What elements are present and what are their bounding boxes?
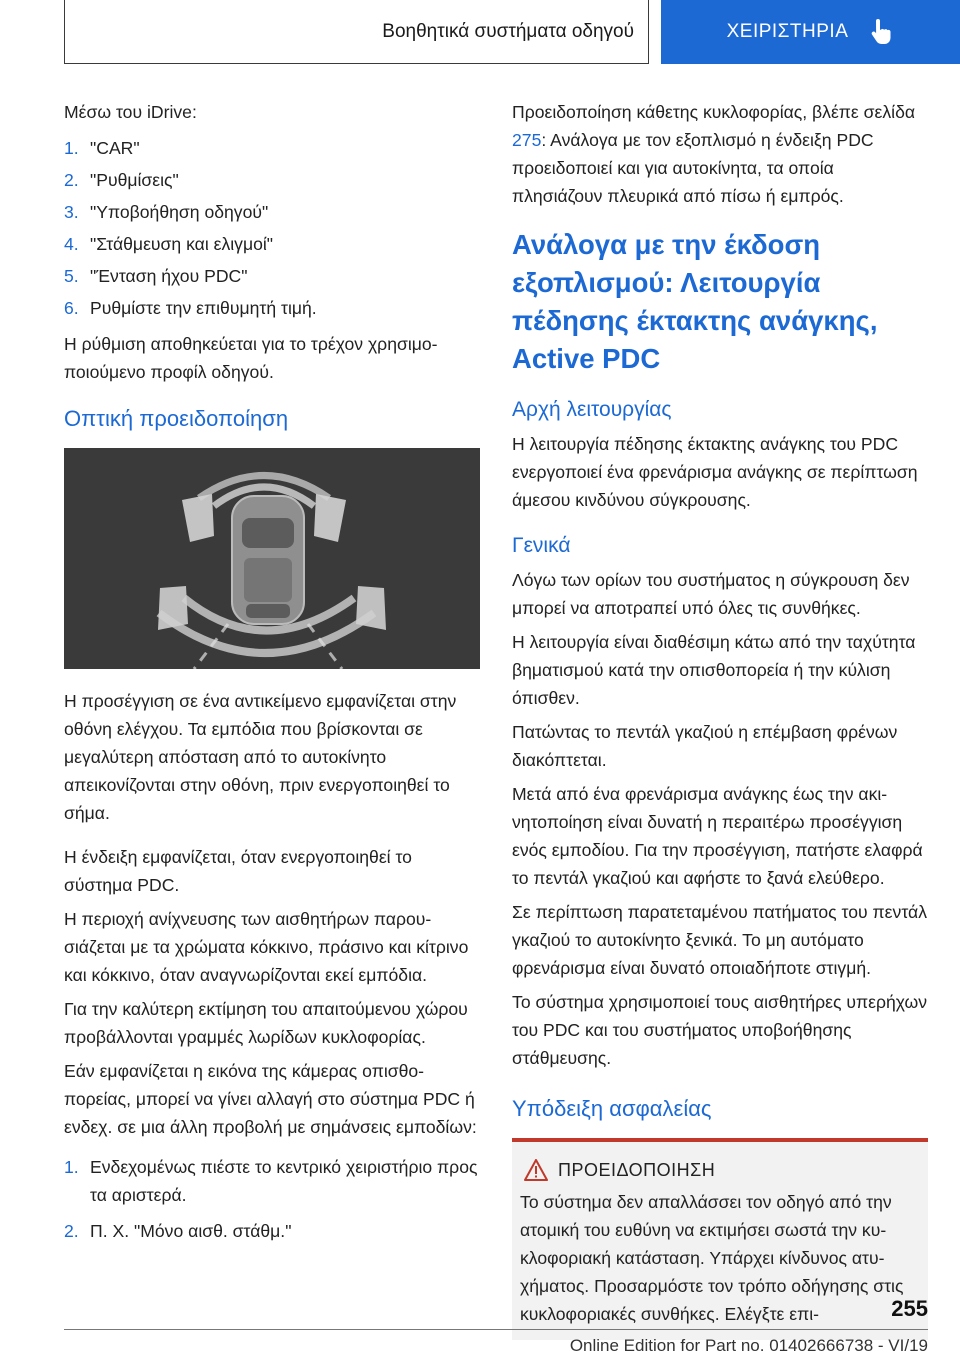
warning-title: ΠΡΟΕΙΔΟΠΟΙΗΣΗ [524, 1156, 920, 1184]
paragraph: Μετά από ένα φρενάρισμα ανάγκης έως την ακινητοποίηση είναι δυνατή η περαιτέρω προσέγγιση ενός εμποδίου. Για την προσέγγιση, πατήστε ελαφρά το πεντάλ γκαζιού και αφήστε το ξανά ελεύθερο. [512, 784, 923, 888]
camera-steps [64, 1153, 480, 1245]
footer-divider [64, 1329, 928, 1330]
list-item: 4. "Στάθμευση και ελιγμοί" [64, 234, 274, 254]
list-item: 5. "Ένταση ήχου PDC" [64, 266, 248, 286]
heading-visual-warning: Οπτική προειδοποίηση [64, 406, 289, 431]
paragraph: Λόγω των ορίων του συστήματος η σύγκρουση δεν μπορεί να αποτραπεί υπό όλες τις συνθήκες. [512, 570, 910, 618]
profile-note: Η ρύθμιση αποθηκεύεται για το τρέχον χρησιμοποιούμενο προφίλ οδηγού. [64, 334, 438, 382]
list-item: 1. Ενδεχομένως πιέστε το κεντρικό χειριστήριο προς τα αριστερά. [64, 1157, 478, 1205]
heading-principle: Αρχή λειτουργίας [512, 398, 672, 421]
paragraph: Για την καλύτερη εκτίμηση του απαιτούμενου χώρου προβάλλονται γραμμές λωρίδων κυκλοφορίας. [64, 999, 468, 1047]
edition-info: Online Edition for Part no. 01402666738 - VI/19 [569, 1336, 928, 1355]
warning-triangle-icon [524, 1159, 548, 1181]
paragraph: Η περιοχή ανίχνευσης των αισθητήρων παρουσιάζεται με τα χρώματα κόκκινο, πράσινο και κίτρινο και κόκκινο, όταν αναγνωρίζονται εκεί εμπόδια. [64, 909, 469, 985]
paragraph: Πατώντας το πεντάλ γκαζιού η επέμβαση φρένων διακόπτεται. [512, 722, 898, 770]
warning-box [512, 1138, 928, 1340]
paragraph: Εάν εμφανίζεται η εικόνα της κάμερας οπισθοπορείας, μπορεί να γίνει αλλαγή στο σύστημα PDC ή ενδεχ. σε μια άλλη προβολή με σημάνσεις εμποδίων: [64, 1061, 477, 1137]
paragraph: Σε περίπτωση παρατεταμένου πατήματος του πεντάλ γκαζιού το αυτοκίνητο ξενικά. Το μη αυτόματο φρενάρισμα είναι δυνατό οποιαδήποτε στιγμή. [512, 902, 927, 978]
paragraph: Το σύστημα χρησιμοποιεί τους αισθητήρες υπερήχων του PDC και του συστήματος υποβοήθησης στάθμευσης. [512, 992, 928, 1068]
manual-section-label: ΧΕΙΡΙΣΤΗΡΙΑ [726, 21, 849, 42]
manual-section-tab[interactable] [661, 0, 960, 64]
heading-active-pdc: Ανάλογα με την έκδοση εξοπλισμού: Λειτουργία πέδησης έκτακτης ανάγκης, Active PDC [512, 229, 878, 374]
cross-traffic-paragraph: Προειδοποίηση κάθετης κυκλοφορίας, βλέπε σελίδα 275: Ανάλογα με τον εξοπλισμό η ένδειξη PDC προειδοποιεί και για αυτοκίνητα, τα οποία πλησιάζουν πλευρικά από πίσω ή εμπρός. [512, 102, 916, 206]
list-item: 2. "Ρυθμίσεις" [64, 170, 179, 190]
section-title-box [64, 0, 649, 64]
page-number: 255 [891, 1296, 928, 1321]
section-title: Βοηθητικά συστήματα οδηγού [382, 20, 634, 42]
page-link-275[interactable]: 275 [512, 130, 542, 150]
pdc-display-image [64, 448, 480, 669]
left-column [64, 98, 480, 1253]
list-item: 6. Ρυθμίστε την επιθυμητή τιμή. [64, 298, 317, 318]
warning-text: Το σύστημα δεν απαλλάσσει τον οδηγό από την ατομική του ευθύνη να εκτιμήσει σωστά την κυκλοφοριακή κατάσταση. Υπάρχει κίνδυνος ατυχήματος. Προσαρμόστε τον τρόπο οδήγησης στις κυκλοφοριακές συνθήκες. Ελέγξτε επι- [520, 1192, 904, 1324]
settings-steps [64, 132, 480, 324]
heading-general: Γενικά [512, 534, 571, 557]
paragraph: Η ένδειξη εμφανίζεται, όταν ενεργοποιηθεί το σύστημα PDC. [64, 847, 412, 895]
hand-pointer-icon [866, 18, 894, 46]
list-item: 1. "CAR" [64, 138, 140, 158]
idrive-intro: Μέσω του iDrive: [64, 102, 197, 122]
list-item: 3. "Υποβοήθηση οδηγού" [64, 202, 269, 222]
right-column [512, 98, 928, 1340]
paragraph: Η προσέγγιση σε ένα αντικείμενο εμφανίζεται στην οθόνη ελέγχου. Τα εμπόδια που βρίσκονται σε μεγαλύτερη απόσταση από το αυτοκίνητο απεικονίζονται στην οθόνη, πριν ενεργοποιηθεί το σήμα. [64, 691, 457, 823]
list-item: 2. Π. Χ. "Μόνο αισθ. στάθμ." [64, 1221, 292, 1241]
paragraph: Η λειτουργία πέδησης έκτακτης ανάγκης του PDC ενεργοποιεί ένα φρενάρισμα ανάγκης σε περίπτωση άμεσου κινδύνου σύγκρουσης. [512, 434, 918, 510]
paragraph: Η λειτουργία είναι διαθέσιμη κάτω από την ταχύτητα βηματισμού κατά την οπισθοπορεία ή την κύλιση όπισθεν. [512, 632, 916, 708]
heading-safety: Υπόδειξη ασφαλείας [512, 1096, 712, 1121]
